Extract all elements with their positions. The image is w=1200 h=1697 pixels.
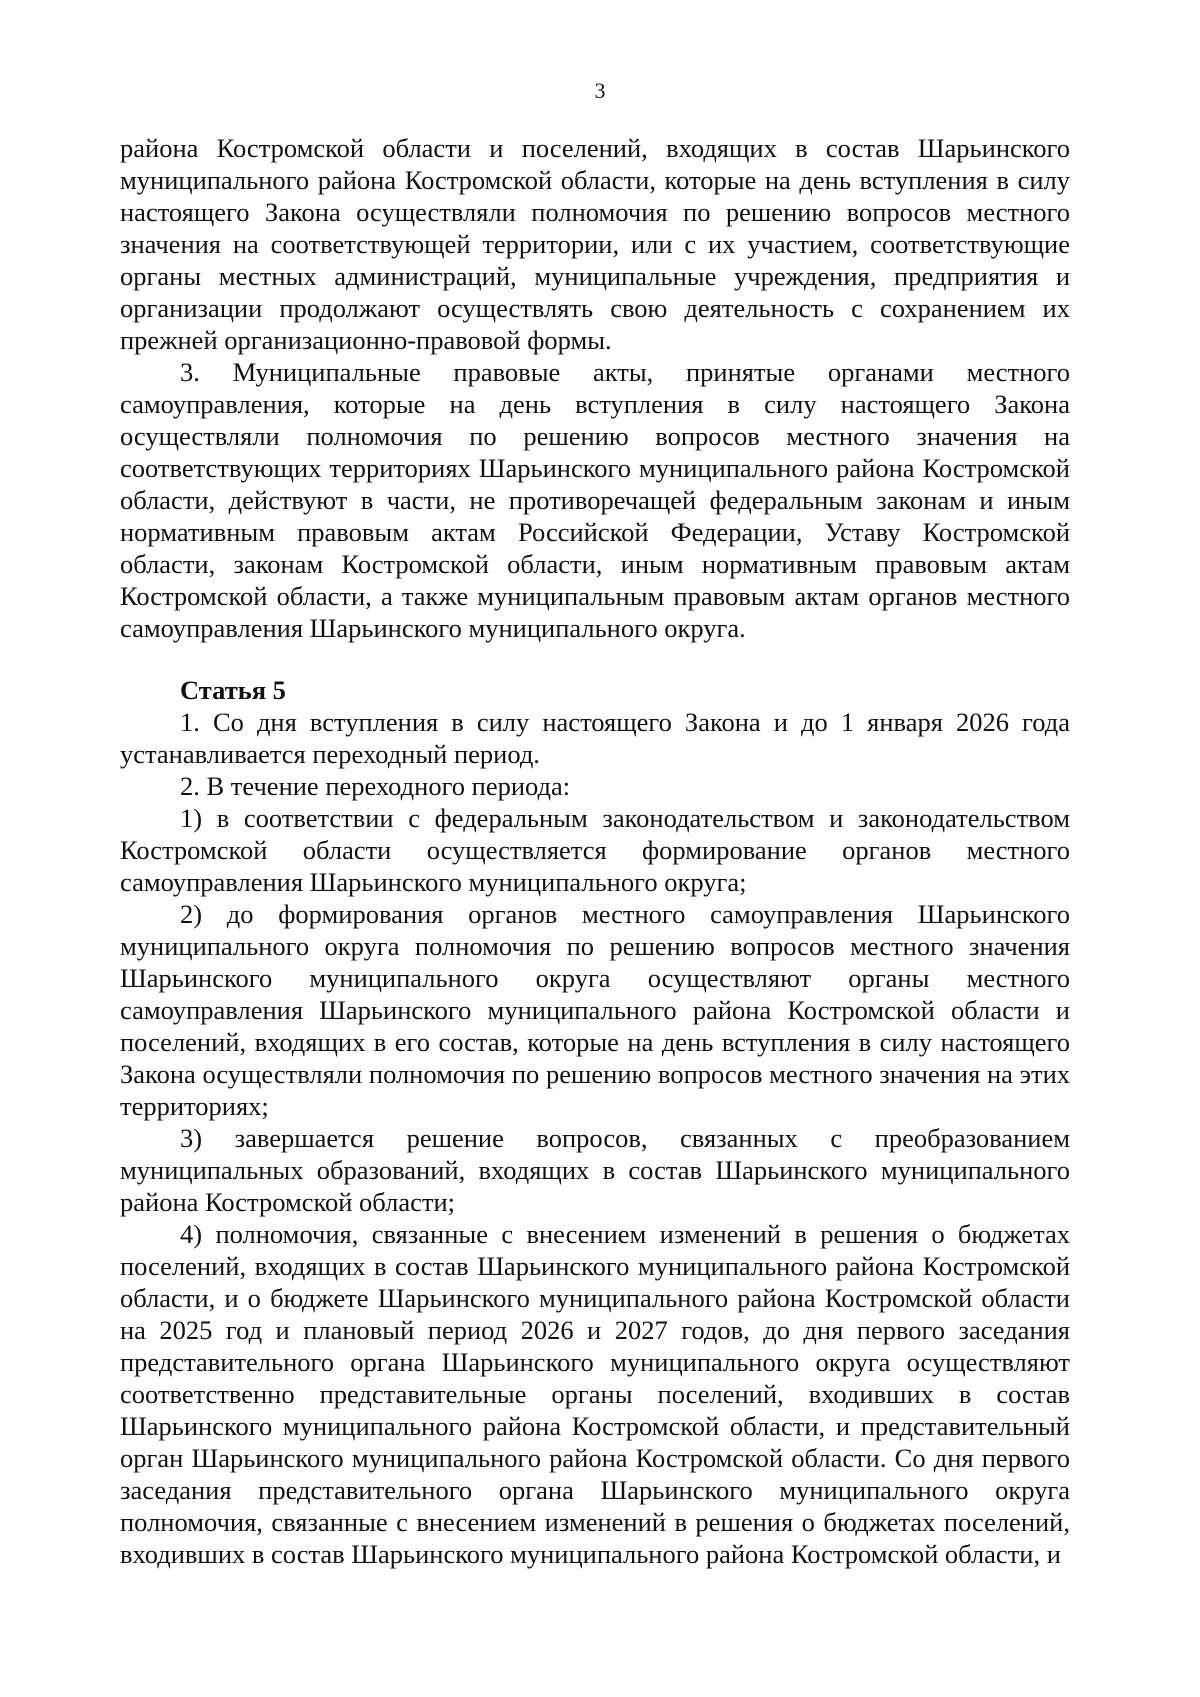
paragraph-subitem-2: 2) до формирования органов местного самоуправления Шарьинского муниципального округа полномочия по решению вопросов местного значения Шарьинского муниципального округа осуществляют органы местного самоуправления Шарьинского муниципального района Костромской области и поселений, входящих в его состав, которые на день вступления в силу настоящего Закона осуществляли полномочия по решению вопросов местного значения на этих территориях;	[120, 899, 1070, 1121]
paragraph-article5-item-2: 2. В течение переходного периода:	[180, 771, 571, 801]
page-number: 3	[594, 78, 606, 103]
paragraph-continuation: района Костромской области и поселений, входящих в состав Шарьинского муниципального района Костромской области, которые на день вступления в силу настоящего Закона осуществляли полномочия по решению вопросов местного значения на соответствующей территории, или с их участием, соответствующие органы местных администраций, муниципальные учреждения, предприятия и организации продолжают осуществлять свою деятельность с сохранением их прежней организационно-правовой формы.	[120, 133, 1070, 355]
article-heading: Статья 5	[180, 675, 286, 705]
paragraph-article5-item-1: 1. Со дня вступления в силу настоящего Закона и до 1 января 2026 года устанавливается переходный период.	[120, 707, 1070, 769]
document-body	[120, 132, 1070, 1570]
paragraph-subitem-1: 1) в соответствии с федеральным законодательством и законодательством Костромской области осуществляется формирование органов местного самоуправления Шарьинского муниципального округа;	[120, 803, 1070, 897]
paragraph-item-3: 3. Муниципальные правовые акты, принятые органами местного самоуправления, которые на день вступления в силу настоящего Закона осуществляли полномочия по решению вопросов местного значения на соответствующих территориях Шарьинского муниципального района Костромской области, действуют в части, не противоречащей федеральным законам и иным нормативным правовым актам Российской Федерации, Уставу Костромской области, законам Костромской области, иным нормативным правовым актам Костромской области, а также муниципальным правовым актам органов местного самоуправления Шарьинского муниципального округа.	[120, 357, 1070, 643]
paragraph-subitem-3: 3) завершается решение вопросов, связанных с преобразованием муниципальных образований, входящих в состав Шарьинского муниципального района Костромской области;	[120, 1123, 1070, 1217]
paragraph-subitem-4: 4) полномочия, связанные с внесением изменений в решения о бюджетах поселений, входящих в состав Шарьинского муниципального района Костромской области, и о бюджете Шарьинского муниципального района Костромской области на 2025 год и плановый период 2026 и 2027 годов, до дня первого заседания представительного органа Шарьинского муниципального округа осуществляют соответственно представительные органы поселений, входивших в состав Шарьинского муниципального района Костромской области, и представительный орган Шарьинского муниципального района Костромской области. Со дня первого заседания представительного органа Шарьинского муниципального округа полномочия, связанные с внесением изменений в решения о бюджетах поселений, входивших в состав Шарьинского муниципального района Костромской области, и	[120, 1219, 1070, 1569]
